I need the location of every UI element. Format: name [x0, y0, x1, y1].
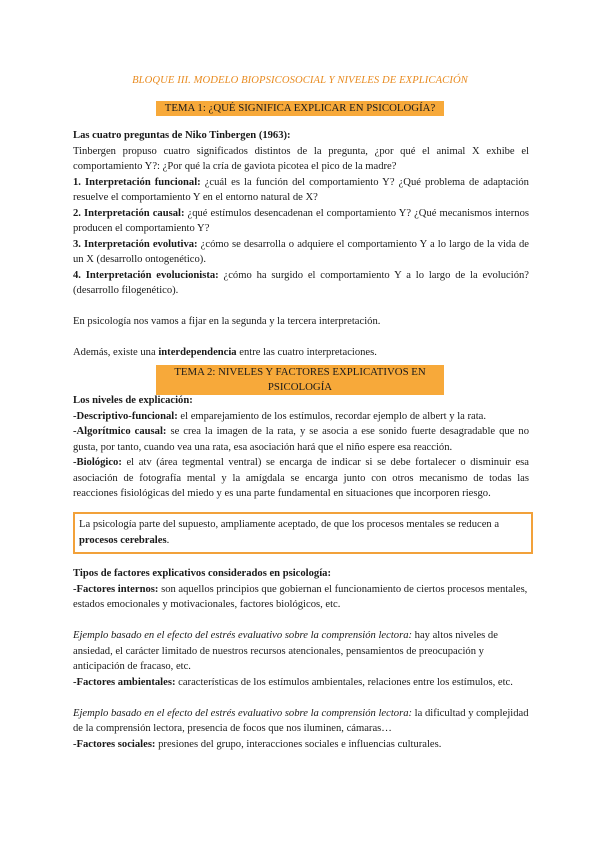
level-item: -Biológico: el atv (área tegmental ventral) se encarga de indicar si se debe fortalecer o disminuir esa asociación de fotografía mental y la amígdala se encarga junto con otros mecanismo de todas las reacciones fisiológicas del miedo y es una parte fundamental en situaciones que incorporen riesgo.: [73, 457, 529, 499]
factor-internal: -Factores internos: son aquellos principios que gobiernan el funcionamiento de ciertos procesos mentales, estados emocionales y motivacionales, factores biológicos, etc.: [73, 583, 528, 610]
callout-box: La psicología parte del supuesto, ampliamente aceptado, de que los procesos mentales se reducen a procesos cerebrales.: [73, 512, 533, 554]
tinbergen-subheading: Las cuatro preguntas de Niko Tinbergen (1963):: [73, 130, 291, 141]
example-2: Ejemplo basado en el efecto del estrés evaluativo sobre la comprensión lectora: la dificultad y complejidad de la comprensión lectora, presencia de focos que nos iluminen, cámaras…: [73, 707, 529, 734]
factors-subheading: Tipos de factores explicativos considerados en psicología:: [73, 568, 331, 579]
tema2-heading: TEMA 2: NIVELES Y FACTORES EXPLICATIVOS EN PSICOLOGÍA: [156, 365, 444, 395]
levels-subheading: Los niveles de explicación:: [73, 395, 193, 406]
example-1: Ejemplo basado en el efecto del estrés evaluativo sobre la comprensión lectora: hay altos niveles de ansiedad, el carácter limitado de nuestros recursos atencionales, pensamientos de preocupación y anticipación de fracaso, etc.: [73, 630, 498, 672]
tema1-heading: TEMA 1: ¿QUÉ SIGNIFICA EXPLICAR EN PSICOLOGÍA?: [156, 101, 444, 116]
note-interdependence: Además, existe una interdependencia entre las cuatro interpretaciones.: [73, 347, 377, 358]
interpretation-item: 2. Interpretación causal: ¿qué estímulos desencadenan el comportamiento Y? ¿Qué mecanismos internos producen el comportamiento Y?: [73, 207, 529, 234]
interpretation-item: 4. Interpretación evolucionista: ¿cómo ha surgido el comportamiento Y a lo largo de la evolución? (desarrollo filogenético).: [73, 269, 529, 296]
document-title: BLOQUE III. MODELO BIOPSICOSOCIAL Y NIVELES DE EXPLICACIÓN: [132, 75, 468, 86]
tema2-levels: [73, 393, 529, 502]
factor-environmental: -Factores ambientales: características de los estímulos ambientales, relaciones entre los estímulos, etc.: [73, 676, 513, 688]
note-second-third: En psicología nos vamos a fijar en la segunda y la tercera interpretación.: [73, 316, 381, 327]
level-item: -Algorítmico causal: se crea la imagen de la rata, y se asocia a ese sonido fuerte desagradable que no gusta, por tanto, cuando vea una rata, esa asociación hará que el niño espere esa reacción.: [73, 426, 529, 453]
factor-social: -Factores sociales: presiones del grupo, interacciones sociales e influencias culturales.: [73, 738, 442, 750]
level-item: -Descriptivo-funcional: el emparejamiento de los estímulos, recordar ejemplo de albert y la rata.: [73, 410, 487, 422]
interpretation-item: 3. Interpretación evolutiva: ¿cómo se desarrolla o adquiere el comportamiento Y a lo largo de la vida de un X (desarrollo ontogenético).: [73, 238, 529, 265]
tema1-content: [73, 128, 529, 361]
interpretation-item: 1. Interpretación funcional: ¿cuál es la función del comportamiento Y? ¿Qué problema de adaptación resuelve el comportamiento Y en el entorno natural de X?: [73, 176, 529, 203]
tinbergen-intro: Tinbergen propuso cuatro significados distintos de la pregunta, ¿por qué el animal X exhibe el comportamiento Y?: ¿Por qué la cría de gaviota picotea el pico de la madre?: [73, 145, 529, 172]
tema2-factors: [73, 566, 529, 752]
